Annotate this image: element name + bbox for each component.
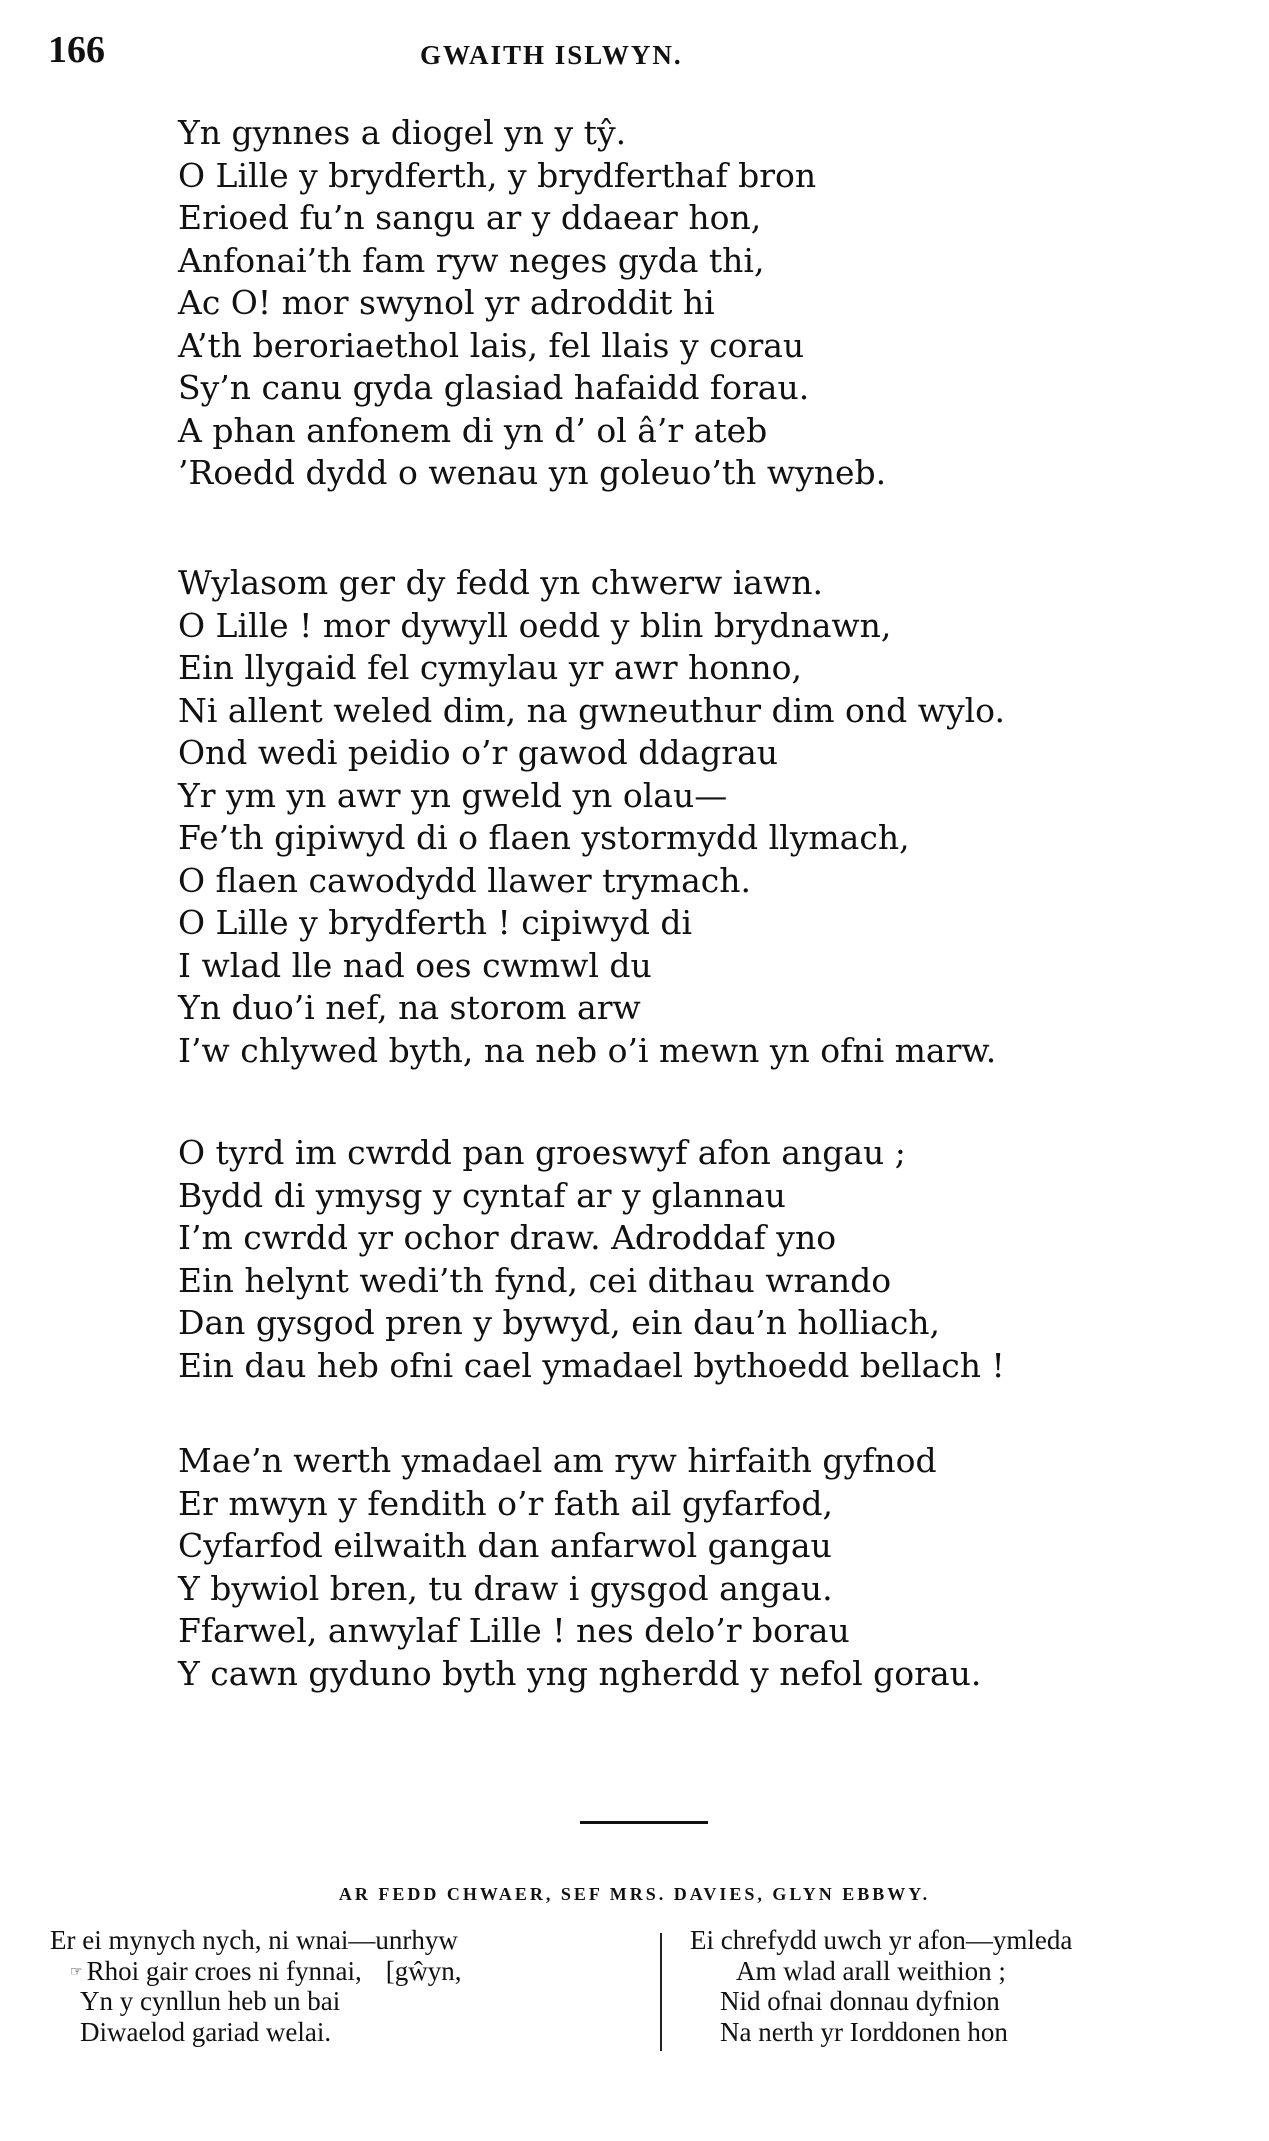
verse-line: Ein llygaid fel cymylau yr awr honno, [178,648,803,687]
column-divider [660,1933,662,2051]
verse-line: Fe’th gipiwyd di o flaen ystormydd llymach, [178,818,910,857]
verse-line: Erioed fu’n sangu ar y ddaear hon, [178,198,762,237]
epitaph-line [50,1956,650,1987]
verse-line: O Lille y brydferth ! cipiwyd di [178,903,693,942]
epitaph-title: AR FEDD CHWAER, SEF MRS. DAVIES, GLYN EBBWY. [338,1884,931,1904]
epitaph-line: Na nerth yr Iorddonen hon [720,2016,1008,2047]
verse-line: I’m cwrdd yr ochor draw. Adroddaf yno [178,1218,837,1257]
epitaph-line: Er ei mynych nych, ni wnai—unrhyw [50,1925,458,1955]
verse-line: Ni allent weled dim, na gwneuthur dim ond wylo. [178,690,1005,730]
verse-line: I wlad lle nad oes cwmwl du [178,945,652,985]
section-divider-rule [580,1821,708,1824]
verse-line: Sy’n canu gyda glasiad hafaidd forau. [178,368,810,407]
epitaph-line: Nid ofnai donnau dyfnion [720,1986,1000,2016]
stanza-2 [178,562,1005,1072]
epitaph-line: Yn y cynllun heb un bai [80,1986,341,2016]
pointing-hand-icon: ☞ [70,1965,83,1981]
verse-line: Ond wedi peidio o’r gawod ddagrau [178,733,779,772]
verse-line: A’th beroriaethol lais, fel llais y corau [178,325,805,365]
verse-line: Ein helynt wedi’th fynd, cei dithau wrando [178,1260,892,1300]
running-head: GWAITH ISLWYN. [420,40,683,70]
verse-line: Ein dau heb ofni cael ymadael bythoedd bellach ! [178,1345,1005,1385]
verse-line: O flaen cawodydd llawer trymach. [178,860,751,900]
verse-line: O Lille ! mor dywyll oedd y blin brydnawn, [178,605,892,645]
verse-line: Er mwyn y fendith o’r fath ail gyfarfod, [178,1483,834,1523]
verse-line: Ffarwel, anwylaf Lille ! nes delo’r borau [178,1611,850,1650]
verse-line: O Lille y brydferth, y brydferthaf bron [178,155,817,195]
verse-line: Dan gysgod pren y bywyd, ein dau’n holliach, [178,1303,941,1342]
verse-line: Yn gynnes a diogel yn y tŷ. [178,113,627,152]
verse-line: O tyrd im cwrdd pan groeswyf afon angau ; [178,1133,906,1172]
verse-line: A phan anfonem di yn d’ ol â’r ateb [178,410,768,450]
verse-line: I’w chlywed byth, na neb o’i mewn yn ofni marw. [178,1030,997,1070]
verse-line: Wylasom ger dy fedd yn chwerw iawn. [178,563,823,602]
verse-line: Anfonai’th fam ryw neges gyda thi, [178,240,765,280]
verse-line: Y cawn gyduno byth yng ngherdd y nefol gorau. [178,1653,982,1693]
epitaph-line-text: Rhoi gair croes ni fynnai, [86,1955,362,1986]
verse-line: Bydd di ymysg y cyntaf ar y glannau [178,1175,786,1215]
page-number: 166 [48,29,105,71]
verse-line: Ac O! mor swynol yr adroddit hi [178,283,715,322]
verse-line: Yr ym yn awr yn gweld yn olau— [178,775,728,815]
epitaph-line: Diwaelod gariad welai. [80,2016,332,2047]
epitaph-line: Am wlad arall weithion ; [736,1955,1006,1986]
epitaph-line-end: [gŵyn, [385,1955,462,1986]
epitaph-left-column [50,1925,650,2047]
epitaph-right-column [690,1925,1250,2047]
verse-line: Y bywiol bren, tu draw i gysgod angau. [178,1568,833,1608]
verse-line: Cyfarfod eilwaith dan anfarwol gangau [178,1526,832,1565]
verse-line: Yn duo’i nef, na storom arw [178,988,641,1027]
verse-line: ’Roedd dydd o wenau yn goleuo’th wyneb. [178,453,887,492]
verse-line: Mae’n werth ymadael am ryw hirfaith gyfnod [178,1441,937,1480]
stanza-3 [178,1132,1005,1387]
stanza-1 [178,112,886,495]
stanza-4 [178,1440,981,1695]
epitaph-line: Ei chrefydd uwch yr afon—ymleda [690,1925,1073,1955]
